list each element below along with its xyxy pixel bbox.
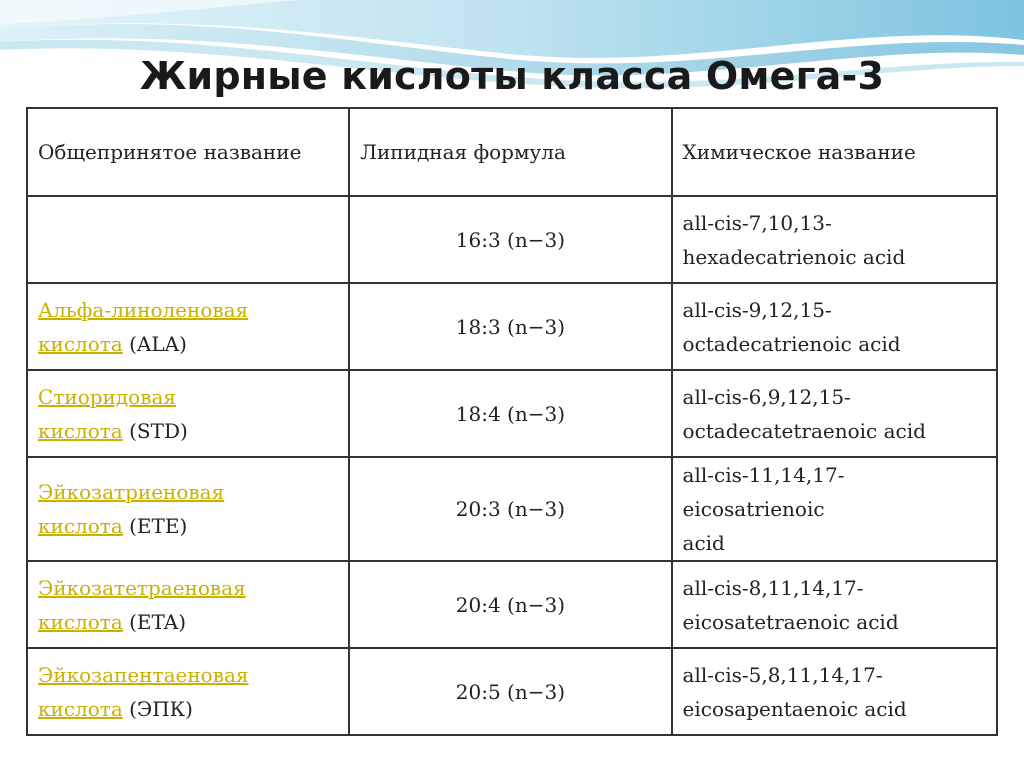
acid-link-word[interactable]: кислота [38,331,123,356]
cell-common-name [27,648,349,735]
chem-line-2: octadecatrienoic acid [682,331,901,356]
acid-abbr: (ETA) [122,609,187,634]
chem-line-2: eicosapentaenoic acid [682,696,907,721]
table-header-row [27,108,997,196]
chem-line-1: all-cis-9,12,15- [682,297,832,322]
cell-formula: 20:3 (n−3) [349,457,671,561]
cell-formula: 16:3 (n−3) [349,196,671,283]
chem-line-2: octadecatetraenoic acid [682,418,926,443]
cell-common-name [27,196,349,283]
cell-chemical-name [672,457,997,561]
page-title: Жирные кислоты класса Омега-3 [139,54,885,98]
cell-chemical-name [672,196,997,283]
chem-line-1: all-cis-11,14,17-eicosatrienoic [682,463,845,521]
chem-line-2: eicosatetraenoic acid [682,609,899,634]
acid-abbr: (STD) [122,418,188,443]
cell-common-name [27,561,349,648]
acid-link-word[interactable]: кислота [38,609,123,634]
acid-abbr: (ETE) [122,514,188,538]
acid-name-link[interactable]: Эйкозапентаеновая [38,662,249,687]
acid-abbr: (ЭПК) [122,696,193,721]
cell-formula: 18:4 (n−3) [349,370,671,457]
acid-name-link[interactable]: Стиоридовая [38,384,177,409]
cell-chemical-name [672,370,997,457]
cell-formula: 20:4 (n−3) [349,561,671,648]
header-chemical-name: Химическое название [672,108,997,196]
chem-line-1: all-cis-5,8,11,14,17- [682,662,883,687]
header-lipid-formula: Липидная формула [349,108,671,196]
acid-name-link[interactable]: Эйкозатетраеновая [38,575,246,600]
acid-name-link[interactable]: Эйкозатриеновая [38,480,225,504]
acid-link-word[interactable]: кислота [38,696,123,721]
table-row [27,283,997,370]
cell-common-name [27,283,349,370]
table-row [27,648,997,735]
cell-chemical-name [672,283,997,370]
table-row [27,561,997,648]
cell-common-name [27,457,349,561]
chem-line-1: all-cis-8,11,14,17- [682,575,864,600]
chem-line-1: all-cis-7,10,13- [682,210,832,235]
chem-line-2: acid [682,531,725,555]
cell-formula: 20:5 (n−3) [349,648,671,735]
cell-chemical-name [672,648,997,735]
cell-common-name [27,370,349,457]
chem-line-1: all-cis-6,9,12,15- [682,384,851,409]
acid-abbr: (ALA) [122,331,187,356]
table-row [27,196,997,283]
cell-formula: 18:3 (n−3) [349,283,671,370]
chem-line-2: hexadecatrienoic acid [682,244,906,269]
acid-link-word[interactable]: кислота [38,418,123,443]
table-row [27,457,997,561]
table-row [27,370,997,457]
cell-chemical-name [672,561,997,648]
acid-link-word[interactable]: кислота [38,514,123,538]
omega3-table [26,107,998,736]
header-common-name: Общепринятое название [27,108,349,196]
acid-name-link[interactable]: Альфа-линоленовая [38,297,249,322]
